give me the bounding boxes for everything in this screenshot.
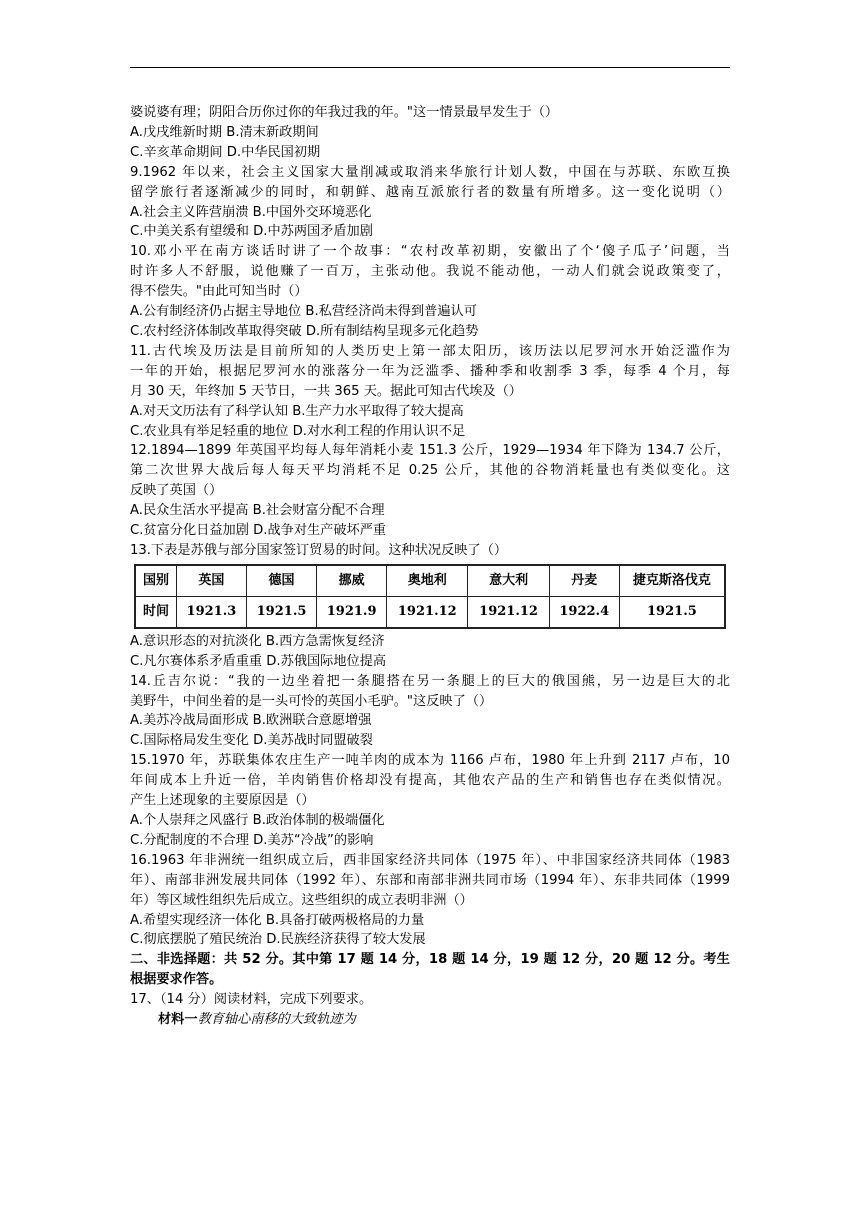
table-cell: 英国 — [176, 565, 246, 597]
option-line: A.美苏冷战局面形成 B.欧洲联合意愿增强 — [130, 713, 372, 729]
table-cell: 1921.3 — [176, 596, 246, 628]
option-line: C.农业具有举足轻重的地位 D.对水利工程的作用认识不足 — [130, 423, 466, 439]
question-text: 时许多人不舒服，说他赚了一百万，主张动他。我说不能动他，一动人们就会说政策变了， — [130, 264, 730, 280]
question-text: 17、（14 分）阅读材料，完成下列要求。 — [130, 992, 373, 1008]
table-cell: 时间 — [135, 596, 176, 628]
question-text: 第二次世界大战后每人每天平均消耗不足 0.25 公斤，其他的谷物消耗量也有类似变化。这 — [130, 463, 730, 479]
exam-content — [130, 103, 730, 1030]
question-11 — [130, 342, 730, 442]
section-heading: 二、非选择题：共 52 分。其中第 17 题 14 分，18 题 14 分，19 题 12 分，20 题 12 分。考生 — [130, 952, 730, 968]
question-text: 产生上述现象的主要原因是（） — [130, 793, 315, 809]
option-line: C.凡尔赛体系矛盾重重 D.苏俄国际地位提高 — [130, 653, 387, 669]
question-text: 13.下表是苏俄与部分国家签订贸易的时间。这种状况反映了（） — [130, 542, 508, 558]
table-cell: 1921.12 — [468, 596, 549, 628]
table-cell: 1921.5 — [619, 596, 725, 628]
question-text: 美野牛，中间坐着的是一头可怜的英国小毛驴。"这反映了（） — [130, 693, 493, 709]
option-line: C.彻底摆脱了殖民统治 D.民族经济获得了较大发展 — [130, 932, 426, 948]
option-line: C.农村经济体制改革取得突破 D.所有制结构呈现多元化趋势 — [130, 323, 479, 339]
table-cell: 1922.4 — [549, 596, 619, 628]
header-rule — [130, 67, 730, 68]
question-text: 年间成本上升近一倍，羊肉销售价格却没有提高，其他农产品的生产和销售也存在类似情况。 — [130, 773, 730, 789]
table-cell: 1921.12 — [387, 596, 468, 628]
option-line: C.贫富分化日益加剧 D.战争对生产破坏严重 — [130, 523, 387, 539]
trade-table — [134, 564, 726, 629]
question-text: 月 30 天，年终加 5 天节日，一共 365 天。据此可知古代埃及（） — [130, 383, 522, 399]
question-14 — [130, 672, 730, 752]
table-cell: 1921.9 — [317, 596, 387, 628]
material-line — [130, 1010, 730, 1030]
option-line: A.戊戌维新时期 B.清末新政期间 — [130, 124, 319, 140]
question-text: 14.丘吉尔说：“我的一边坐着把一条腿搭在另一条腿上的巨大的俄国熊，另一边是巨大的北 — [130, 673, 730, 689]
question-9 — [130, 163, 730, 243]
table-cell: 德国 — [246, 565, 316, 597]
option-line: C.分配制度的不合理 D.美苏“冷战”的影响 — [130, 832, 374, 848]
question-15 — [130, 751, 730, 851]
table-cell: 丹麦 — [549, 565, 619, 597]
question-16 — [130, 851, 730, 951]
option-line: A.对天文历法有了科学认知 B.生产力水平取得了较大提高 — [130, 403, 464, 419]
option-line: A.意识形态的对抗淡化 B.西方急需恢复经济 — [130, 633, 385, 649]
question-text: 年）、南部非洲发展共同体（1992 年）、东部和南部非洲共同市场（1994 年）、东非共同体（1999 — [130, 872, 730, 888]
table-cell: 捷克斯洛伐克 — [619, 565, 725, 597]
question-text: 留学旅行者逐渐减少的同时，和朝鲜、越南互派旅行者的数量有所增多。这一变化说明（） — [130, 184, 730, 200]
question-text: 年）等区域性组织先后成立。这些组织的成立表明非洲（） — [130, 892, 473, 908]
option-line: C.中美关系有望缓和 D.中苏两国矛盾加剧 — [130, 224, 373, 240]
table-cell: 意大利 — [468, 565, 549, 597]
table-header-row — [135, 565, 725, 597]
question-text: 9.1962 年以来，社会主义国家大量削减或取消来华旅行计划人数，中国在与苏联、东欧互换 — [130, 164, 730, 180]
table-cell: 奥地利 — [387, 565, 468, 597]
question-12 — [130, 441, 730, 541]
option-line: A.社会主义阵营崩溃 B.中国外交环境恶化 — [130, 204, 372, 220]
option-line: A.希望实现经济一体化 B.具备打破两极格局的力量 — [130, 912, 425, 928]
question-8 — [130, 103, 730, 163]
question-text: 反映了英国（） — [130, 483, 223, 499]
section-heading: 根据要求作答。 — [130, 972, 223, 988]
material-label: 材料一 — [158, 1012, 198, 1028]
question-13 — [130, 541, 730, 672]
option-line: A.民众生活水平提高 B.社会财富分配不合理 — [130, 503, 385, 519]
question-text: 11.古代埃及历法是目前所知的人类历史上第一部太阳历，该历法以尼罗河水开始泛滥作为 — [130, 343, 730, 359]
question-text: 15.1970 年，苏联集体农庄生产一吨羊肉的成本为 1166 卢布，1980 年上升到 2117 卢布，10 — [130, 753, 730, 769]
question-text: 得不偿失。"由此可知当时（） — [130, 284, 308, 300]
table-cell: 1921.5 — [246, 596, 316, 628]
question-text: 婆说婆有理；阴阳合历你过你的年我过我的年。"这一情景最早发生于（） — [130, 105, 559, 120]
question-10 — [130, 242, 730, 342]
section-2-heading — [130, 950, 730, 990]
question-text: 一年的开始，根据尼罗河水的涨落分一年为泛滥季、播种季和收割季 3 季，每季 4 个月，每 — [130, 363, 730, 379]
table-cell: 挪威 — [317, 565, 387, 597]
question-text: 10.邓小平在南方谈话时讲了一个故事：“农村改革初期，安徽出了个‘傻子瓜子’问题，当 — [130, 244, 730, 260]
question-17 — [130, 990, 730, 1030]
table-cell: 国别 — [135, 565, 176, 597]
option-line: C.国际格局发生变化 D.美苏战时同盟破裂 — [130, 733, 373, 749]
option-line: A.公有制经济仍占据主导地位 B.私营经济尚未得到普遍认可 — [130, 304, 477, 320]
option-line: A.个人崇拜之风盛行 B.政治体制的极端僵化 — [130, 813, 385, 828]
table-row — [135, 596, 725, 628]
question-text: 16.1963 年非洲统一组织成立后，西非国家经济共同体（1975 年）、中非国家经济共同体（1983 — [130, 852, 730, 868]
question-text: 12.1894—1899 年英国平均每人每年消耗小麦 151.3 公斤，1929—1934 年下降为 134.7 公斤， — [130, 443, 730, 459]
option-line: C.辛亥革命期间 D.中华民国初期 — [130, 144, 321, 160]
material-text: 教育轴心南移的大致轨迹为 — [197, 1012, 356, 1028]
